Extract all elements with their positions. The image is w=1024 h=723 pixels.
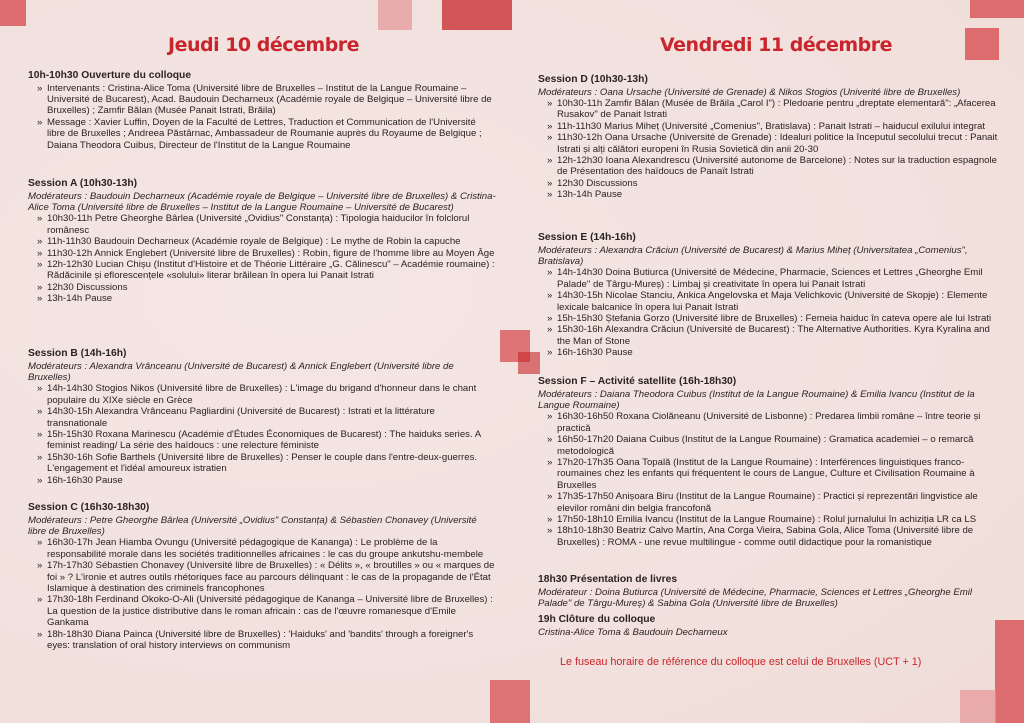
list-item: » 12h-12h30 Ioana Alexandrescu (Université autonome de Barcelone) : Notes sur la traduction espagnole de Présentation des haïdoucs de Panaït Istrati [547,155,1000,178]
list-item: » 16h50-17h20 Daiana Cuibus (Institut de la Langue Roumaine) : Gramatica academiei – o remarcă metodologică [547,434,1000,457]
session-f-heading: Session F – Activité satellite (16h-18h30) [538,376,737,387]
decor-square-bottom-center [490,680,530,723]
session-b-heading: Session B (14h-16h) [28,348,127,359]
decor-square-top-left-2 [378,0,412,30]
session-c-block [28,502,496,651]
session-b-block [28,348,496,486]
list-item: » 11h-11h30 Baudouin Decharneux (Académie royale de Belgique) : Le mythe de Robin la capuche [37,236,496,247]
decor-square-top-right [970,0,1024,18]
opening-heading: 10h-10h30 Ouverture du colloque [28,70,192,81]
session-b-list [28,383,496,486]
list-item: » 17h50-18h10 Emilia Ivancu (Institut de la Langue Roumaine) : Rolul jurnalului în achiziția LR ca LS [547,514,1000,525]
list-item: » 17h-17h30 Sébastien Chonavey (Université libre de Bruxelles) : « Délits », « broutilles » ou « marques de foi » ? L'ironie et autres outils rhétoriques face au parcours délinquant : le cas de la propagande de l'État Islamique à destination des criminels francophones [37,560,496,594]
session-d-block [538,74,1000,201]
books-block [538,574,1000,609]
list-item: » 10h30-11h Zamfir Bălan (Musée de Brăila „Carol I") : Pledoarie pentru „dreptate elementară": „Afacerea Rusakov" de Panait Istrati [547,98,1000,121]
list-item: » 12h-12h30 Lucian Chișu (Institut d'Histoire et de Théorie Littéraire „G. Călinescu" – Académie roumaine) : Rădăcinile și eflorescențele «solului» literar brăilean în opera lui Panait Istrati [37,259,496,282]
list-item: » 17h30-18h Ferdinand Okoko-O-Ali (Université pédagogique de Kananga – Université libre de Bruxelles) : La question de la justice distributive dans le roman africain : cas de l'œuvre romanesque d'Emile Gankama [37,594,496,628]
session-e-heading: Session E (14h-16h) [538,232,636,243]
session-d-heading: Session D (10h30-13h) [538,74,648,85]
list-item: » 15h30-16h Sofie Barthels (Université libre de Bruxelles) : Penser le couple dans l'entre-deux-guerres. L'engagement et l'idéal amoureux istratien [37,452,496,475]
day-title-left: Jeudi 10 décembre [168,34,360,56]
list-item: » 12h30 Discussions [547,178,1000,189]
session-e-moderators: Modérateurs : Alexandra Crăciun (Université de Bucarest) & Marius Miheț (Universitatea „Comenius", Bratislava) [538,244,968,267]
list-item: » 18h10-18h30 Beatriz Calvo Martín, Ana Corga Vieira, Sabina Gola, Alice Toma (Université libre de Bruxelles) : ROMA - une revue multilingue - comme outil didactique pour la romanistique [547,525,1000,548]
decor-square-bottom-right-2 [960,690,996,723]
list-item: » 16h30-16h50 Roxana Ciolăneanu (Université de Lisbonne) : Predarea limbii române – între teorie și practică [547,411,1000,434]
closing-names: Cristina-Alice Toma & Baudouin Decharneux [538,626,728,638]
list-item: » 13h-14h Pause [37,293,496,304]
session-a-moderators: Modérateurs : Baudouin Decharneux (Académie royale de Belgique – Université libre de Bruxelles) & Cristina-Alice Toma (Université libre de Bruxelles – Institut de la Langue Roumaine – Université de Bucarest) [28,190,496,213]
list-item: » 11h30-12h Annick Englebert (Université libre de Bruxelles) : Robin, figure de l'homme libre au Moyen Âge [37,248,496,259]
timezone-note: Le fuseau horaire de référence du colloque est celui de Bruxelles (UCT + 1) [560,656,922,668]
closing-heading: 19h Clôture du colloque [538,614,656,625]
session-e-list [538,267,1000,358]
list-item: » 14h30-15h Nicolae Stanciu, Ankica Angelovska et Maja Velichkovic (Université de Skopje) : Elemente lexicale balcanice în opera lui Panait Istrati [547,290,1000,313]
list-item: » 11h30-12h Oana Ursache (Université de Grenade) : Idealuri politice la începutul secolului trecut : Panait Istrati și alți călători europeni în Rusia Sovietică din anii 20-30 [547,132,1000,155]
session-d-list [538,98,1000,201]
list-item: » 17h35-17h50 Anișoara Biru (Institut de la Langue Roumaine) : Practici și reprezentări lingvistice ale elevilor români din belgia francofonă [547,491,1000,514]
session-b-moderators: Modérateurs : Alexandra Vrânceanu (Université de Bucarest) & Annick Englebert (Université libre de Bruxelles) [28,360,454,383]
session-a-block [28,178,496,305]
list-item: » 14h-14h30 Doina Butiurca (Université de Médecine, Pharmacie, Sciences et Lettres „Gheorghe Emil Palade" de Târgu-Mureș) : Limbaj și creativitate în opera lui Panait Istrati [547,267,1000,290]
session-c-moderators: Modérateurs : Petre Gheorghe Bârlea (Université „Ovidius" Constanța) & Sébastien Chonavey (Université libre de Bruxelles) [28,514,477,537]
list-item: » 12h30 Discussions [37,282,496,293]
decor-square-top-right-2 [965,28,999,60]
list-item: » 16h-16h30 Pause [547,347,1000,358]
list-item: » 17h20-17h35 Oana Topală (Institut de la Langue Roumaine) : Interférences linguistiques franco-roumaines chez les enfants qui fréquentent le cours de Langue, Culture et Civilisation Roumaine à Bruxelles [547,457,1000,491]
session-c-heading: Session C (16h30-18h30) [28,502,150,513]
session-f-list [538,411,1000,548]
session-f-block [538,376,1000,548]
opening-block [28,70,496,151]
list-item: » 14h30-15h Alexandra Vrânceanu Pagliardini (Université de Bucarest) : Istrati et la littérature transnationale [37,406,496,429]
list-item: » 16h-16h30 Pause [37,475,496,486]
opening-list [28,83,496,151]
closing-block [538,614,1000,638]
list-item: » 10h30-11h Petre Gheorghe Bârlea (Université „Ovidius" Constanța) : Tipologia haiducilor în folclorul românesc [37,213,496,236]
session-d-moderators: Modérateurs : Oana Ursache (Université de Grenade) & Nikos Stogios (Univerité libre de Bruxelles) [538,86,961,98]
session-a-list [28,213,496,304]
list-item: » Intervenants : Cristina-Alice Toma (Université libre de Bruxelles – Institut de la Langue Roumaine – Université de Bucarest), Acad. Baudouin Decharneux (Académie royale de Belgique – Université libre de Bruxelles) ; Zamfir Bălan (Musée Panait Istrati, Brăila) [37,83,496,117]
list-item: » 18h-18h30 Diana Painca (Université libre de Bruxelles) : 'Haiduks' and 'bandits' through a foreigner's eyes: translation of oral history interviews on communism [37,629,496,652]
list-item: » 15h-15h30 Roxana Marinescu (Académie d'Études Économiques de Bucarest) : The haiduks series. A feminist reading/ La série des haïdoucs : une relecture féministe [37,429,496,452]
day-title-right: Vendredi 11 décembre [660,34,893,56]
decor-square-mid-2 [518,352,540,374]
session-a-heading: Session A (10h30-13h) [28,178,138,189]
list-item: » 14h-14h30 Stogios Nikos (Université libre de Bruxelles) : L'image du brigand d'honneur dans le chant populaire du XIXe siècle en Grèce [37,383,496,406]
books-moderators: Modérateur : Doina Butiurca (Université de Médecine, Pharmacie, Sciences et Lettres „Gheorghe Emil Palade" de Târgu-Mureș) & Sabina Gola (Université libre de Bruxelles) [538,586,973,609]
list-item: » 16h30-17h Jean Hiamba Ovungu (Université pédagogique de Kananga) : Le problème de la responsabilité morale dans les sociétés traditionnelles africaines : le cas du groupe ankutshu-membele [37,537,496,560]
session-e-block [538,232,1000,359]
decor-square-top-left [0,0,26,26]
list-item: » 11h-11h30 Marius Miheț (Université „Comenius", Bratislava) : Panait Istrati – haiducul exilului integrat [547,121,1000,132]
list-item: » Message : Xavier Luffin, Doyen de la Faculté de Lettres, Traduction et Communication de l'Université libre de Bruxelles ; Andreea Păstârnac, Ambassadeur de Roumanie auprès du Royaume de Belgique ; Daiana Theodora Cuibus, Directeur de l'Institut de la Langue Roumaine [37,117,496,151]
books-heading: 18h30 Présentation de livres [538,574,678,585]
session-c-list [28,537,496,651]
list-item: » 15h30-16h Alexandra Crăciun (Université de Bucarest) : The Alternative Authorities. Kyra Kyralina and the Man of Stone [547,324,1000,347]
decor-square-top-center [442,0,512,30]
list-item: » 13h-14h Pause [547,189,1000,200]
session-f-moderators: Modérateurs : Daiana Theodora Cuibus (Institut de la Langue Roumaine) & Emilia Ivancu (Institut de la Langue Roumaine) [538,388,975,411]
list-item: » 15h-15h30 Ștefania Gorzo (Université libre de Bruxelles) : Femeia haiduc în cateva opere ale lui Istrati [547,313,1000,324]
